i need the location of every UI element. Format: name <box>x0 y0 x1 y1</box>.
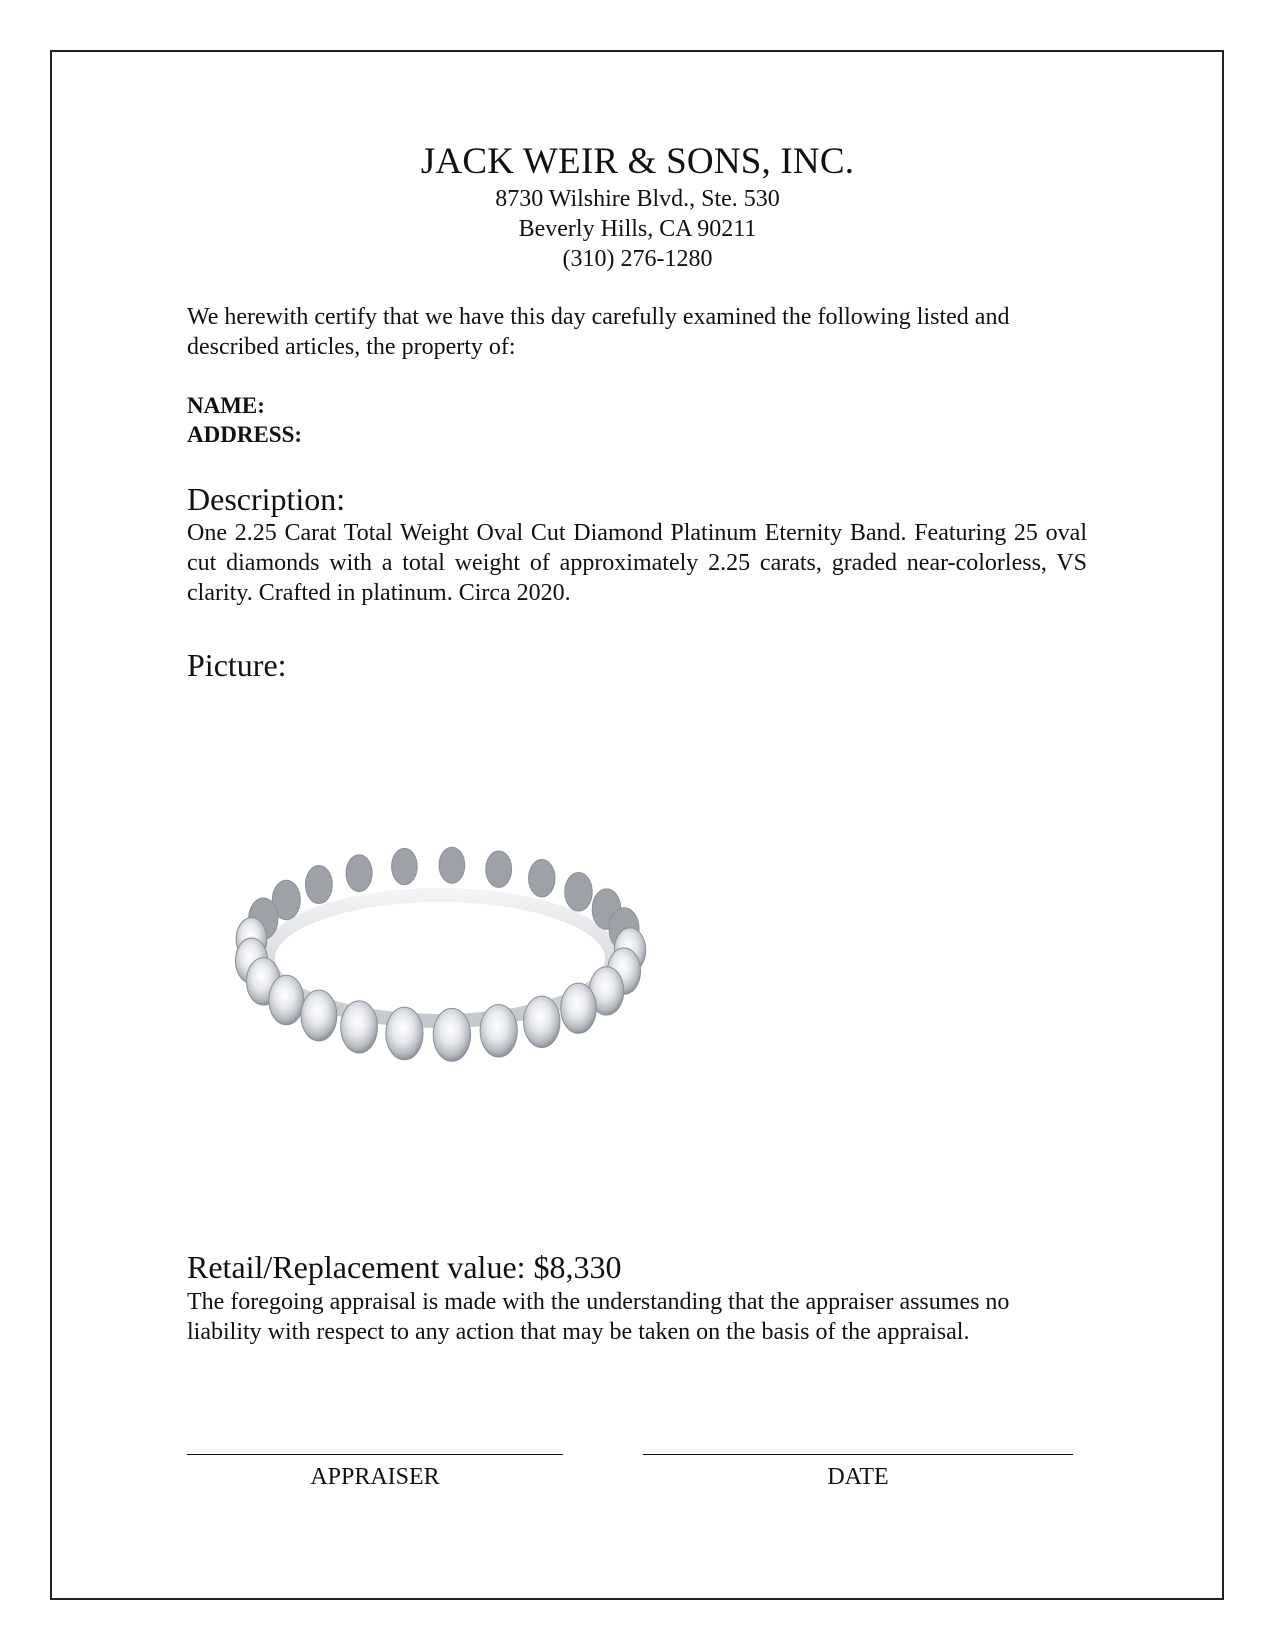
description-text: One 2.25 Carat Total Weight Oval Cut Diamond Platinum Eternity Band. Featuring 25 oval cut diamonds with a total weight of approximately 2.25 carats, graded near-colorless, VS clarity. Crafted in platinum. Circa 2020. <box>187 520 1087 606</box>
phone-number: (310) 276-1280 <box>562 246 713 272</box>
address-line-2: Beverly Hills, CA 90211 <box>518 216 757 242</box>
owner-fields <box>187 391 1087 449</box>
company-name: JACK WEIR & SONS, INC. <box>420 141 855 182</box>
diamond-stone <box>524 996 560 1047</box>
retail-value-heading: Retail/Replacement value: $8,330 <box>187 1249 622 1285</box>
diamond-stone <box>433 1008 470 1061</box>
description-heading: Description: <box>187 481 346 517</box>
certification-statement: We herewith certify that we have this day carefully examined the following listed and described articles, the property of: <box>187 304 1010 360</box>
diamond-stone <box>439 847 465 883</box>
appraiser-label: APPRAISER <box>310 1464 440 1490</box>
date-signature-line <box>643 1454 1073 1455</box>
diamond-stone <box>565 873 592 912</box>
address-label: ADDRESS: <box>187 422 303 447</box>
name-label: NAME: <box>187 393 265 418</box>
diamond-stone <box>306 866 333 904</box>
diamond-stone <box>269 975 304 1024</box>
diamond-stone <box>386 1007 423 1060</box>
diamond-stone <box>561 983 597 1033</box>
date-label: DATE <box>827 1464 889 1490</box>
diamond-stone <box>392 848 418 884</box>
diamond-stone <box>346 855 372 892</box>
diamond-stone <box>480 1005 517 1057</box>
diamond-stone <box>301 990 337 1041</box>
liability-disclaimer: The foregoing appraisal is made with the understanding that the appraiser assumes no liability with respect to any action that may be taken on the basis of the appraisal. <box>187 1289 1010 1345</box>
diamond-stone <box>341 1001 378 1053</box>
address-line-1: 8730 Wilshire Blvd., Ste. 530 <box>495 186 780 212</box>
diamond-stone <box>486 851 512 887</box>
diamond-eternity-band-photo <box>215 815 665 1075</box>
diamond-stone <box>529 860 555 897</box>
appraiser-signature-line <box>187 1454 563 1455</box>
letterhead <box>0 140 1275 274</box>
picture-heading: Picture: <box>187 647 287 683</box>
